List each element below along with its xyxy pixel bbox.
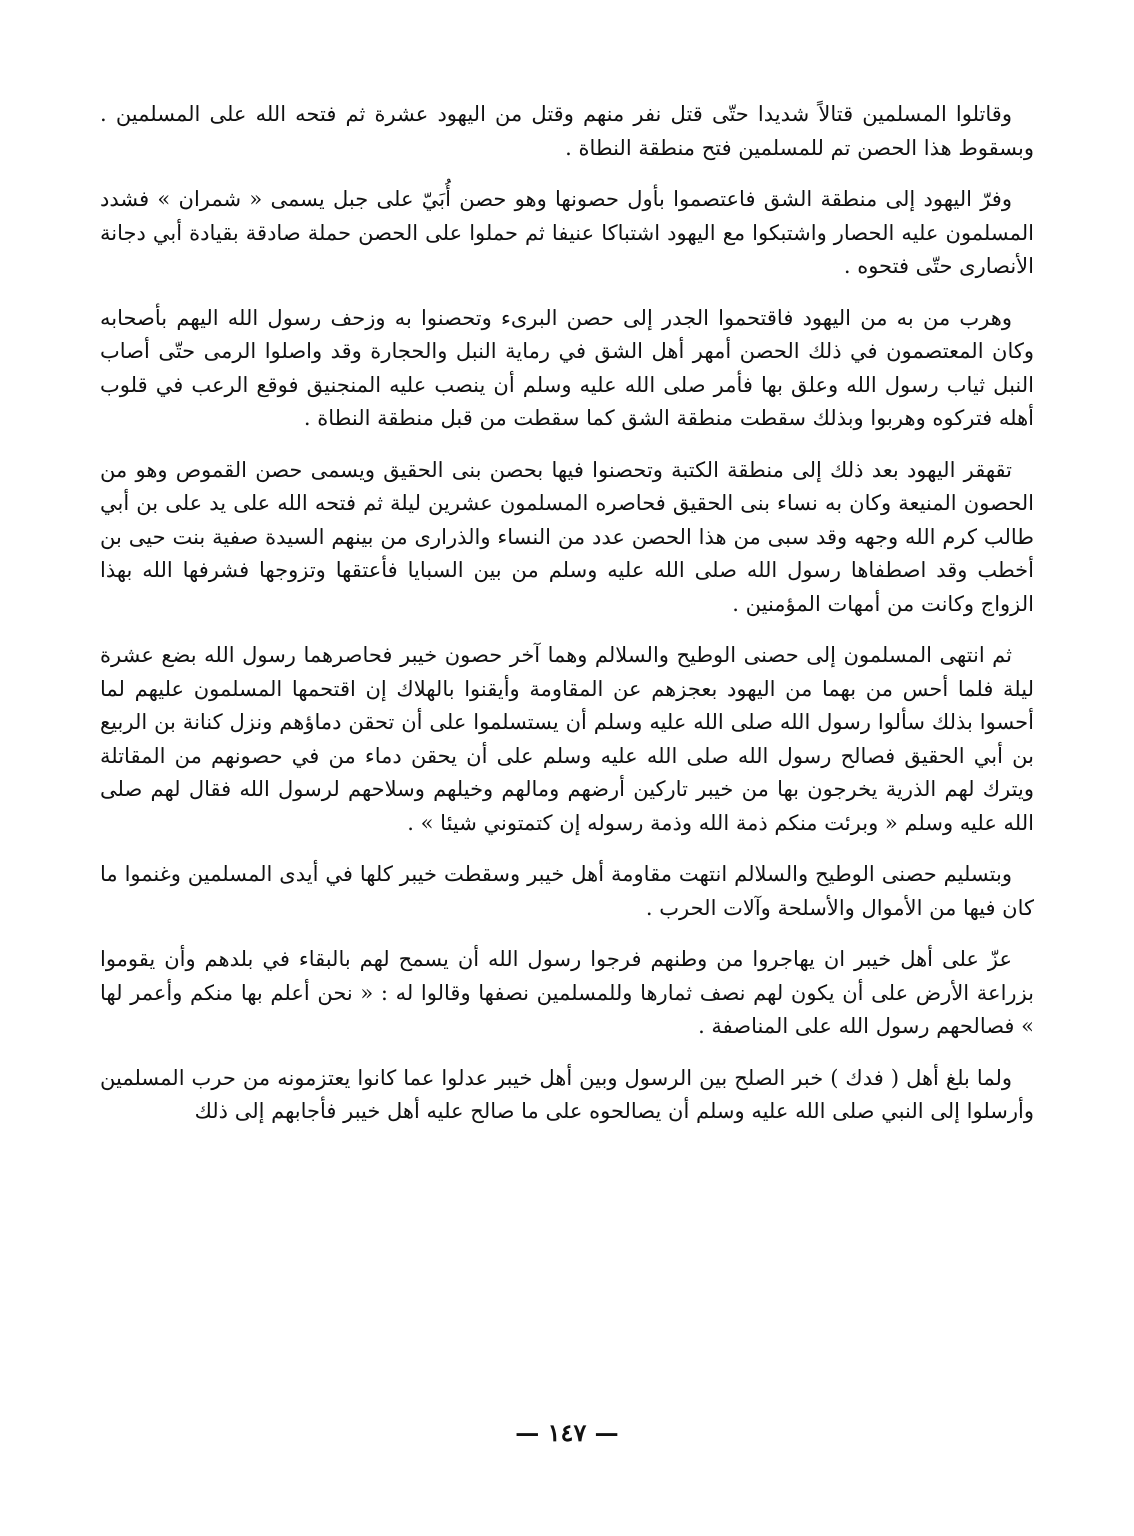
paragraph: ولما بلغ أهل ( فدك ) خبر الصلح بين الرسول وبين أهل خيبر عدلوا عما كانوا يعتزمونه من حرب المسلمين وأرسلوا إلى النبي صلى الله عليه وسلم أن يصالحوه على ما صالح عليه أهل خيبر فأجابهم إلى ذلك [100,1065,1034,1123]
paragraph: وفرّ اليهود إلى منطقة الشق فاعتصموا بأول حصونها وهو حصن أُبَيّ على جبل يسمى « شمران » فشدد المسلمون عليه الحصار واشتبكوا مع اليهود اشتباكا عنيفا ثم حملوا على الحصن حملة صادقة بقيادة أبي دجانة الأنصارى حتّى فتحوه . [100,187,1034,278]
page-number: — ١٤٧ — [515,1418,619,1447]
paragraph: وبتسليم حصنى الوطيح والسلالم انتهت مقاومة أهل خيبر وسقطت خيبر كلها في أيدى المسلمين وغنموا ما كان فيها من الأموال والأسلحة وآلات الحرب . [100,862,1034,920]
paragraph: ثم انتهى المسلمون إلى حصنى الوطيح والسلالم وهما آخر حصون خيبر فحاصرهما رسول الله بضع عشرة ليلة فلما أحس من بهما من اليهود بعجزهم عن المقاومة وأيقنوا بالهلاك إن اقتحمها المسلمون عليهم لما أحسوا بذلك سألوا رسول الله صلى الله عليه وسلم أن يستسلموا على أن تحقن دماؤهم ونزل كنانة بن الربيع بن أبي الحقيق فصالح رسول الله صلى الله عليه وسلم على أن يحقن دماء من في حصونهم من المقاتلة ويترك لهم الذرية يخرجون بها من خيبر تاركين أرضهم ومالهم وخيلهم وسلاحهم لرسول الله فقال لهم صلى الله عليه وسلم « وبرئت منكم ذمة الله وذمة رسوله إن كتمتوني شيئا » . [100,643,1034,835]
paragraph: وهرب من به من اليهود فاقتحموا الجدر إلى حصن البرىء وتحصنوا به وزحف رسول الله اليهم بأصحابه وكان المعتصمون في ذلك الحصن أمهر أهل الشق في رماية النبل والحجارة وقد واصلوا الرمى حتّى أصاب النبل ثياب رسول الله وعلق بها فأمر صلى الله عليه وسلم أن ينصب عليه المنجنيق فوقع الرعب في قلوب أهله فتركوه وهربوا وبذلك سقطت منطقة الشق كما سقطت من قبل منطقة النطاة . [100,305,1034,430]
paragraph: عزّ على أهل خيبر ان يهاجروا من وطنهم فرجوا رسول الله أن يسمح لهم بالبقاء في بلدهم وأن يقوموا بزراعة الأرض على أن يكون لهم نصف ثمارها وللمسلمين نصفها وقالوا له : « نحن أعلم بها منكم وأعمر لها » فصالحهم رسول الله على المناصفة . [100,947,1034,1038]
paragraph: تقهقر اليهود بعد ذلك إلى منطقة الكتبة وتحصنوا فيها بحصن بنى الحقيق ويسمى حصن القموص وهو من الحصون المنيعة وكان به نساء بنى الحقيق فحاصره المسلمون عشرين ليلة ثم فتحه الله على يد على بن أبي طالب كرم الله وجهه وقد سبى من هذا الحصن عدد من النساء والذرارى من بينهم السيدة صفية بنت حيى بن أخطب وقد اصطفاها رسول الله صلى الله عليه وسلم من بين السبايا فأعتقها وتزوجها فشرفها الله بهذا الزواج وكانت من أمهات المؤمنين . [100,457,1034,616]
paragraph: وقاتلوا المسلمين قتالاً شديدا حتّى قتل نفر منهم وقتل من اليهود عشرة ثم فتحه الله على المسلمين . وبسقوط هذا الحصن تم للمسلمين فتح منطقة النطاة . [100,102,1034,160]
body-text [100,98,1034,1147]
